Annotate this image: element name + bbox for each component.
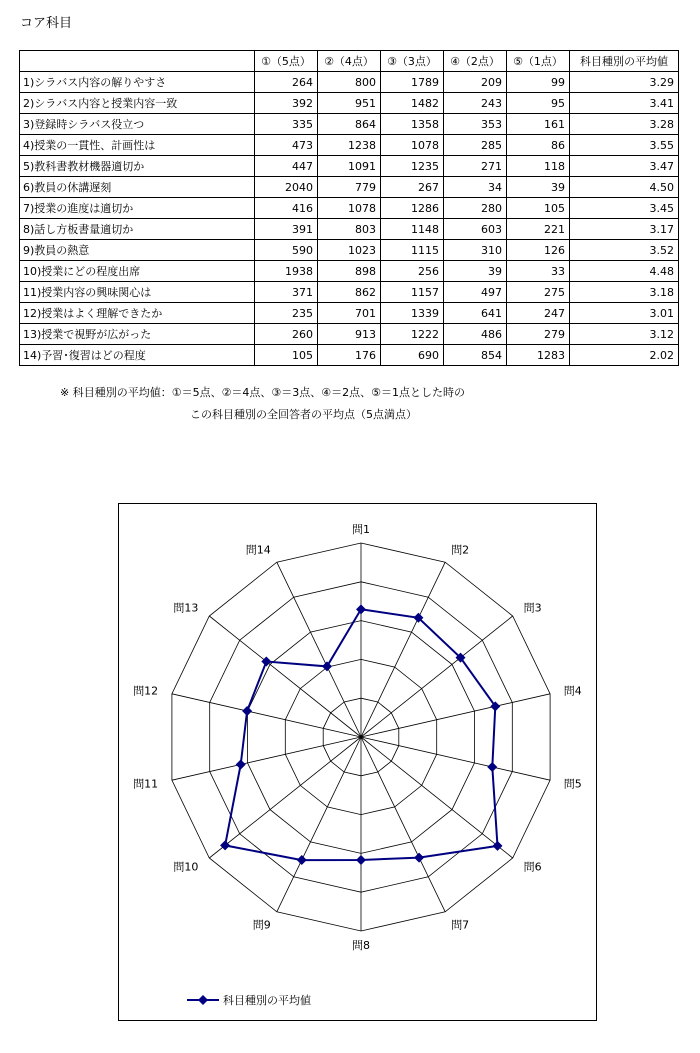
table-row bbox=[20, 345, 679, 366]
count-cell: 603 bbox=[444, 219, 507, 240]
row-label-cell: 5)教科書教材機器適切か bbox=[20, 156, 255, 177]
radar-chart-frame bbox=[118, 503, 597, 1021]
count-cell: 800 bbox=[318, 72, 381, 93]
category-label: 問11 bbox=[133, 777, 159, 791]
count-cell: 1286 bbox=[381, 198, 444, 219]
count-cell: 260 bbox=[255, 324, 318, 345]
category-label: 問1 bbox=[352, 523, 370, 536]
count-cell: 1115 bbox=[381, 240, 444, 261]
count-cell: 118 bbox=[507, 156, 570, 177]
header-corner bbox=[20, 51, 255, 72]
count-cell: 1023 bbox=[318, 240, 381, 261]
count-cell: 247 bbox=[507, 303, 570, 324]
row-label-cell: 8)話し方板書量適切か bbox=[20, 219, 255, 240]
row-label-cell: 4)授業の一貫性、計画性は bbox=[20, 135, 255, 156]
count-cell: 353 bbox=[444, 114, 507, 135]
count-cell: 1938 bbox=[255, 261, 318, 282]
count-cell: 803 bbox=[318, 219, 381, 240]
data-point-marker bbox=[356, 604, 366, 614]
data-point-marker bbox=[487, 762, 497, 772]
table-row bbox=[20, 114, 679, 135]
count-cell: 864 bbox=[318, 114, 381, 135]
count-cell: 86 bbox=[507, 135, 570, 156]
count-cell: 39 bbox=[444, 261, 507, 282]
count-cell: 486 bbox=[444, 324, 507, 345]
count-cell: 280 bbox=[444, 198, 507, 219]
average-cell: 3.47 bbox=[570, 156, 679, 177]
count-cell: 105 bbox=[507, 198, 570, 219]
count-cell: 1078 bbox=[318, 198, 381, 219]
count-cell: 105 bbox=[255, 345, 318, 366]
header-score1: ⑤（1点） bbox=[507, 51, 570, 72]
row-label-cell: 11)授業内容の興味関心は bbox=[20, 282, 255, 303]
footnote-line1: ※ 科目種別の平均値：①＝5点、②＝4点、③＝3点、④＝2点、⑤＝1点とした時の bbox=[60, 386, 466, 399]
header-score5: ①（5点） bbox=[255, 51, 318, 72]
data-point-marker bbox=[356, 855, 366, 865]
header-average: 科目種別の平均値 bbox=[570, 51, 679, 72]
average-cell: 3.29 bbox=[570, 72, 679, 93]
table-row bbox=[20, 303, 679, 324]
count-cell: 310 bbox=[444, 240, 507, 261]
data-point-marker bbox=[220, 840, 230, 850]
count-cell: 392 bbox=[255, 93, 318, 114]
category-label: 問6 bbox=[523, 860, 542, 874]
axis-spoke bbox=[361, 737, 550, 780]
count-cell: 898 bbox=[318, 261, 381, 282]
page-title: コア科目 bbox=[20, 16, 73, 31]
count-cell: 1222 bbox=[381, 324, 444, 345]
legend-marker bbox=[198, 995, 208, 1005]
count-cell: 416 bbox=[255, 198, 318, 219]
category-label: 問10 bbox=[173, 860, 199, 874]
count-cell: 862 bbox=[318, 282, 381, 303]
header-score3: ③（3点） bbox=[381, 51, 444, 72]
row-label-cell: 1)シラバス内容の解りやすさ bbox=[20, 72, 255, 93]
category-label: 問9 bbox=[252, 918, 271, 932]
data-point-marker bbox=[493, 841, 503, 851]
count-cell: 2040 bbox=[255, 177, 318, 198]
count-cell: 473 bbox=[255, 135, 318, 156]
table-row bbox=[20, 93, 679, 114]
table-row bbox=[20, 282, 679, 303]
average-cell: 3.55 bbox=[570, 135, 679, 156]
count-cell: 1283 bbox=[507, 345, 570, 366]
axis-spoke bbox=[361, 737, 513, 858]
count-cell: 1148 bbox=[381, 219, 444, 240]
row-label-cell: 14)予習･復習はどの程度 bbox=[20, 345, 255, 366]
count-cell: 267 bbox=[381, 177, 444, 198]
count-cell: 1238 bbox=[318, 135, 381, 156]
category-label: 問7 bbox=[451, 918, 470, 932]
data-point-marker bbox=[242, 706, 252, 716]
count-cell: 235 bbox=[255, 303, 318, 324]
count-cell: 1358 bbox=[381, 114, 444, 135]
count-cell: 913 bbox=[318, 324, 381, 345]
category-label: 問3 bbox=[523, 601, 542, 615]
axis-spoke bbox=[172, 694, 361, 737]
average-cell: 4.48 bbox=[570, 261, 679, 282]
data-point-marker bbox=[414, 853, 424, 863]
row-label-cell: 3)登録時シラバス役立つ bbox=[20, 114, 255, 135]
count-cell: 641 bbox=[444, 303, 507, 324]
table-row bbox=[20, 240, 679, 261]
table-header-row bbox=[20, 51, 679, 72]
row-label-cell: 12)授業はよく理解できたか bbox=[20, 303, 255, 324]
count-cell: 497 bbox=[444, 282, 507, 303]
row-label-cell: 10)授業にどの程度出席 bbox=[20, 261, 255, 282]
row-label-cell: 2)シラバス内容と授業内容一致 bbox=[20, 93, 255, 114]
average-cell: 3.17 bbox=[570, 219, 679, 240]
count-cell: 391 bbox=[255, 219, 318, 240]
row-label-cell: 6)教員の休講遅刻 bbox=[20, 177, 255, 198]
count-cell: 256 bbox=[381, 261, 444, 282]
table-row bbox=[20, 177, 679, 198]
legend-label: 科目種別の平均値 bbox=[223, 994, 311, 1007]
average-cell: 4.50 bbox=[570, 177, 679, 198]
count-cell: 701 bbox=[318, 303, 381, 324]
category-label: 問2 bbox=[451, 543, 470, 557]
table-row bbox=[20, 261, 679, 282]
count-cell: 854 bbox=[444, 345, 507, 366]
count-cell: 590 bbox=[255, 240, 318, 261]
category-label: 問5 bbox=[563, 777, 582, 791]
count-cell: 1235 bbox=[381, 156, 444, 177]
row-label-cell: 13)授業で視野が広がった bbox=[20, 324, 255, 345]
axis-spoke bbox=[209, 616, 361, 737]
count-cell: 690 bbox=[381, 345, 444, 366]
count-cell: 221 bbox=[507, 219, 570, 240]
count-cell: 126 bbox=[507, 240, 570, 261]
data-point-marker bbox=[236, 759, 246, 769]
count-cell: 447 bbox=[255, 156, 318, 177]
table-row bbox=[20, 72, 679, 93]
average-cell: 3.45 bbox=[570, 198, 679, 219]
table-row bbox=[20, 135, 679, 156]
count-cell: 275 bbox=[507, 282, 570, 303]
count-cell: 161 bbox=[507, 114, 570, 135]
count-cell: 99 bbox=[507, 72, 570, 93]
category-label: 問14 bbox=[245, 543, 271, 557]
axis-spoke bbox=[361, 694, 550, 737]
table-row bbox=[20, 324, 679, 345]
average-cell: 3.01 bbox=[570, 303, 679, 324]
count-cell: 1482 bbox=[381, 93, 444, 114]
count-cell: 95 bbox=[507, 93, 570, 114]
table-row bbox=[20, 198, 679, 219]
count-cell: 1078 bbox=[381, 135, 444, 156]
header-score4: ②（4点） bbox=[318, 51, 381, 72]
category-label: 問12 bbox=[133, 684, 159, 698]
header-score2: ④（2点） bbox=[444, 51, 507, 72]
score-table bbox=[19, 50, 679, 366]
count-cell: 39 bbox=[507, 177, 570, 198]
count-cell: 34 bbox=[444, 177, 507, 198]
table-body bbox=[20, 72, 679, 366]
count-cell: 1157 bbox=[381, 282, 444, 303]
count-cell: 279 bbox=[507, 324, 570, 345]
count-cell: 335 bbox=[255, 114, 318, 135]
data-point-marker bbox=[297, 855, 307, 865]
row-label-cell: 7)授業の進度は適切か bbox=[20, 198, 255, 219]
count-cell: 779 bbox=[318, 177, 381, 198]
category-label: 問4 bbox=[563, 684, 582, 698]
count-cell: 1789 bbox=[381, 72, 444, 93]
average-cell: 2.02 bbox=[570, 345, 679, 366]
axis-spoke bbox=[209, 737, 361, 858]
count-cell: 33 bbox=[507, 261, 570, 282]
average-cell: 3.41 bbox=[570, 93, 679, 114]
table-row bbox=[20, 156, 679, 177]
category-label: 問13 bbox=[173, 601, 199, 615]
count-cell: 1339 bbox=[381, 303, 444, 324]
footnote-line2: この科目種別の全回答者の平均点（5点満点） bbox=[190, 408, 417, 421]
count-cell: 1091 bbox=[318, 156, 381, 177]
row-label-cell: 9)教員の熱意 bbox=[20, 240, 255, 261]
average-cell: 3.28 bbox=[570, 114, 679, 135]
average-cell: 3.52 bbox=[570, 240, 679, 261]
count-cell: 264 bbox=[255, 72, 318, 93]
axis-spoke bbox=[172, 737, 361, 780]
category-label: 問8 bbox=[352, 939, 370, 952]
count-cell: 951 bbox=[318, 93, 381, 114]
average-cell: 3.18 bbox=[570, 282, 679, 303]
count-cell: 271 bbox=[444, 156, 507, 177]
count-cell: 176 bbox=[318, 345, 381, 366]
average-cell: 3.12 bbox=[570, 324, 679, 345]
count-cell: 285 bbox=[444, 135, 507, 156]
radar-chart bbox=[119, 504, 596, 1020]
count-cell: 209 bbox=[444, 72, 507, 93]
table-row bbox=[20, 219, 679, 240]
count-cell: 243 bbox=[444, 93, 507, 114]
count-cell: 371 bbox=[255, 282, 318, 303]
